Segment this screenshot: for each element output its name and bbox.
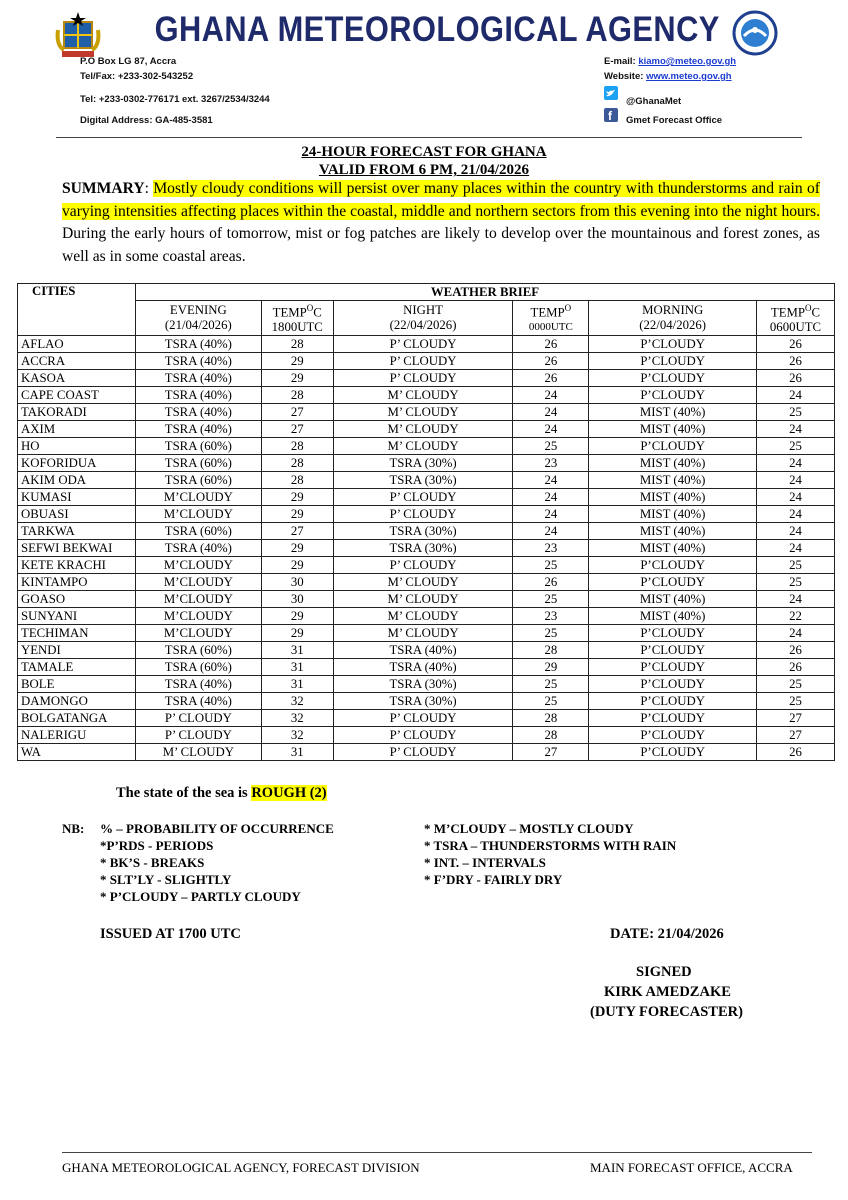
forecast-cell: 32 <box>261 727 333 744</box>
sea-state-value: ROUGH (2) <box>251 785 327 801</box>
valid-from: VALID FROM 6 PM, 21/04/2026 <box>318 162 530 178</box>
column-header-line2: 0000UTC <box>528 321 573 334</box>
column-header-line2: (21/04/2026) <box>164 318 232 333</box>
forecast-cell: TSRA (40%) <box>135 693 261 710</box>
forecast-cell: 27 <box>261 421 333 438</box>
forecast-cell: MIST (40%) <box>589 455 757 472</box>
forecast-cell: 26 <box>757 353 835 370</box>
forecast-cell: P’ CLOUDY <box>333 370 513 387</box>
forecast-cell: P’CLOUDY <box>589 336 757 353</box>
forecast-cell: 25 <box>513 438 589 455</box>
forecast-cell: 25 <box>757 676 835 693</box>
forecast-cell: 24 <box>757 625 835 642</box>
forecast-cell: 25 <box>513 557 589 574</box>
forecast-table <box>17 283 835 761</box>
forecast-cell: M’CLOUDY <box>135 506 261 523</box>
forecast-cell: 25 <box>513 693 589 710</box>
note-item: * P’CLOUDY – PARTLY CLOUDY <box>100 889 301 904</box>
forecast-cell: 24 <box>513 421 589 438</box>
city-cell: KINTAMPO <box>18 574 136 591</box>
forecast-cell: 23 <box>513 608 589 625</box>
city-cell: KASOA <box>18 370 136 387</box>
forecast-cell: 30 <box>261 591 333 608</box>
column-header-line1: $TEMP^OC$ <box>272 303 322 320</box>
table-row <box>18 387 835 404</box>
forecast-cell: M’ CLOUDY <box>333 591 513 608</box>
agency-title: GHANA METEOROLOGICAL AGENCY <box>154 10 720 49</box>
svg-text:f: f <box>608 109 612 122</box>
forecast-cell: 27 <box>513 744 589 761</box>
table-row <box>18 557 835 574</box>
gmet-logo <box>732 10 778 56</box>
forecast-cell: 25 <box>757 693 835 710</box>
forecast-cell: 31 <box>261 676 333 693</box>
forecast-cell: 28 <box>513 642 589 659</box>
forecast-cell: M’ CLOUDY <box>333 421 513 438</box>
po-box: P.O Box LG 87, Accra <box>80 56 177 67</box>
city-cell: AKIM ODA <box>18 472 136 489</box>
forecast-cell: TSRA (40%) <box>333 659 513 676</box>
forecast-cell: 28 <box>261 472 333 489</box>
forecast-cell: 26 <box>513 370 589 387</box>
forecast-cell: P’CLOUDY <box>589 387 757 404</box>
note-item: * F’DRY - FAIRLY DRY <box>424 872 563 887</box>
city-cell: SUNYANI <box>18 608 136 625</box>
email-line: E-mail: kiamo@meteo.gov.gh <box>604 56 737 67</box>
nb-label: NB: <box>62 821 85 836</box>
forecast-cell: 24 <box>757 591 835 608</box>
forecast-cell: 29 <box>513 659 589 676</box>
city-cell: CAPE COAST <box>18 387 136 404</box>
table-row <box>18 523 835 540</box>
forecast-cell: 25 <box>513 591 589 608</box>
header-divider <box>56 137 802 138</box>
forecast-cell: 25 <box>513 625 589 642</box>
footer-left: GHANA METEOROLOGICAL AGENCY, FORECAST DIVISION <box>62 1160 420 1175</box>
forecast-cell: MIST (40%) <box>589 523 757 540</box>
forecast-cell: M’CLOUDY <box>135 574 261 591</box>
forecast-cell: M’CLOUDY <box>135 489 261 506</box>
column-header-line1: $TEMP^OC$ <box>770 303 821 320</box>
summary-highlight: Mostly cloudy conditions will persist over many places within the country with thunderstorms and rain of varying intensities affecting places within the coastal, middle and northern sectors from this evening into the night hours. <box>62 180 820 220</box>
forecast-cell: 28 <box>261 387 333 404</box>
table-row <box>18 574 835 591</box>
forecast-cell: TSRA (60%) <box>135 642 261 659</box>
forecast-cell: M’ CLOUDY <box>333 608 513 625</box>
forecast-cell: TSRA (40%) <box>135 421 261 438</box>
forecast-cell: 22 <box>757 608 835 625</box>
forecast-body <box>18 336 835 761</box>
column-header-line1: $TEMP^O$ <box>530 303 572 320</box>
forecast-cell: P’CLOUDY <box>589 744 757 761</box>
forecast-cell: 26 <box>757 642 835 659</box>
city-cell: BOLGATANGA <box>18 710 136 727</box>
forecaster-role: (DUTY FORECASTER) <box>590 1004 743 1020</box>
city-cell: OBUASI <box>18 506 136 523</box>
table-row <box>18 455 835 472</box>
city-cell: AFLAO <box>18 336 136 353</box>
forecast-cell: 25 <box>757 404 835 421</box>
forecast-cell: 31 <box>261 659 333 676</box>
forecast-cell: P’CLOUDY <box>589 370 757 387</box>
forecast-cell: 25 <box>757 438 835 455</box>
forecast-cell: P’ CLOUDY <box>333 489 513 506</box>
forecast-cell: 29 <box>261 625 333 642</box>
city-cell: GOASO <box>18 591 136 608</box>
forecast-cell: 28 <box>261 336 333 353</box>
forecast-cell: 24 <box>757 540 835 557</box>
forecast-cell: 26 <box>757 336 835 353</box>
forecast-cell: 24 <box>757 455 835 472</box>
note-item: * BK’S - BREAKS <box>100 855 205 870</box>
forecast-cell: 24 <box>757 523 835 540</box>
forecast-cell: TSRA (30%) <box>333 455 513 472</box>
forecast-cell: 24 <box>757 387 835 404</box>
city-cell: KOFORIDUA <box>18 455 136 472</box>
forecast-cell: TSRA (40%) <box>135 540 261 557</box>
city-cell: TAMALE <box>18 659 136 676</box>
forecast-cell: TSRA (40%) <box>135 336 261 353</box>
city-cell: HO <box>18 438 136 455</box>
table-row <box>18 540 835 557</box>
forecast-cell: MIST (40%) <box>589 591 757 608</box>
table-row <box>18 659 835 676</box>
forecast-cell: 24 <box>757 421 835 438</box>
forecast-cell: M’ CLOUDY <box>333 574 513 591</box>
table-row <box>18 693 835 710</box>
forecast-cell: 24 <box>513 472 589 489</box>
summary-paragraph: SUMMARY: Mostly cloudy conditions will persist over many places within the country with thunderstorms and rain of varying intensities affecting places within the coastal, middle and northern sectors from this evening into the night hours. During the early hours of tomorrow, mist or fog patches are likely to develop over the mountainous and forest zones, as well as in some coastal areas. <box>62 180 820 265</box>
forecast-cell: 27 <box>261 523 333 540</box>
forecast-cell: TSRA (60%) <box>135 659 261 676</box>
forecast-cell: TSRA (30%) <box>333 676 513 693</box>
forecast-cell: 28 <box>261 455 333 472</box>
forecast-cell: P’CLOUDY <box>589 727 757 744</box>
forecast-cell: 24 <box>513 489 589 506</box>
forecast-cell: 24 <box>757 472 835 489</box>
forecast-cell: P’ CLOUDY <box>333 727 513 744</box>
summary-rest: During the early hours of tomorrow, mist or fog patches are likely to develop over the mountainous and forest zones, as well as in some coastal areas. <box>62 225 820 265</box>
forecast-cell: M’CLOUDY <box>135 557 261 574</box>
table-row <box>18 421 835 438</box>
city-cell: DAMONGO <box>18 693 136 710</box>
table-row <box>18 710 835 727</box>
column-header-line2: 0600UTC <box>769 320 822 335</box>
city-cell: SEFWI BEKWAI <box>18 540 136 557</box>
forecast-cell: TSRA (60%) <box>135 523 261 540</box>
forecast-cell: 32 <box>261 693 333 710</box>
table-row <box>18 591 835 608</box>
forecast-cell: 28 <box>513 710 589 727</box>
city-cell: KETE KRACHI <box>18 557 136 574</box>
digital-address: Digital Address: GA-485-3581 <box>80 115 213 126</box>
forecast-cell: 24 <box>513 523 589 540</box>
forecast-cell: TSRA (40%) <box>135 370 261 387</box>
table-row <box>18 404 835 421</box>
city-cell: TAKORADI <box>18 404 136 421</box>
city-cell: KUMASI <box>18 489 136 506</box>
city-cell: AXIM <box>18 421 136 438</box>
forecast-cell: 25 <box>757 574 835 591</box>
forecast-cell: TSRA (30%) <box>333 523 513 540</box>
website-line: Website: www.meteo.gov.gh <box>604 71 732 82</box>
table-row <box>18 727 835 744</box>
city-cell: BOLE <box>18 676 136 693</box>
forecast-cell: 28 <box>261 438 333 455</box>
note-item: * TSRA – THUNDERSTORMS WITH RAIN <box>424 838 677 853</box>
forecast-cell: TSRA (40%) <box>135 404 261 421</box>
forecast-cell: 27 <box>757 710 835 727</box>
forecast-cell: 23 <box>513 455 589 472</box>
forecast-cell: TSRA (30%) <box>333 540 513 557</box>
table-row <box>18 438 835 455</box>
forecast-cell: TSRA (40%) <box>135 353 261 370</box>
forecast-cell: TSRA (30%) <box>333 472 513 489</box>
column-header <box>589 301 757 336</box>
forecast-cell: MIST (40%) <box>589 421 757 438</box>
column-header-line1: MORNING <box>642 303 704 318</box>
forecast-cell: TSRA (60%) <box>135 438 261 455</box>
forecast-cell: 27 <box>261 404 333 421</box>
forecast-cell: 24 <box>513 387 589 404</box>
forecast-cell: P’CLOUDY <box>589 353 757 370</box>
forecast-cell: 24 <box>513 506 589 523</box>
forecast-cell: M’ CLOUDY <box>333 625 513 642</box>
forecast-cell: 28 <box>513 727 589 744</box>
forecast-cell: 29 <box>261 353 333 370</box>
facebook-page: Gmet Forecast Office <box>626 115 723 126</box>
forecast-cell: 29 <box>261 540 333 557</box>
note-item: * SLT’LY - SLIGHTLY <box>100 872 232 887</box>
table-row <box>18 676 835 693</box>
forecast-cell: P’ CLOUDY <box>135 727 261 744</box>
forecast-cell: P’ CLOUDY <box>135 710 261 727</box>
column-header-line1: EVENING <box>169 303 227 318</box>
city-cell: TECHIMAN <box>18 625 136 642</box>
forecast-cell: 31 <box>261 642 333 659</box>
coat-of-arms-logo <box>54 10 102 60</box>
issue-date: DATE: 21/04/2026 <box>610 926 724 942</box>
forecast-cell: P’ CLOUDY <box>333 506 513 523</box>
forecast-cell: 24 <box>513 404 589 421</box>
note-item: * M’CLOUDY – MOSTLY CLOUDY <box>424 821 634 836</box>
forecast-cell: P’CLOUDY <box>589 625 757 642</box>
forecast-cell: M’ CLOUDY <box>333 404 513 421</box>
forecast-cell: 24 <box>757 489 835 506</box>
forecast-cell: P’CLOUDY <box>589 438 757 455</box>
city-cell: YENDI <box>18 642 136 659</box>
note-item: * INT. – INTERVALS <box>424 855 546 870</box>
city-cell: TARKWA <box>18 523 136 540</box>
table-row <box>18 489 835 506</box>
forecast-cell: M’ CLOUDY <box>333 387 513 404</box>
note-item: % – PROBABILITY OF OCCURRENCE <box>100 821 334 836</box>
column-header <box>261 301 333 336</box>
forecast-cell: P’CLOUDY <box>589 574 757 591</box>
cities-header: CITIES <box>18 284 136 336</box>
forecast-cell: M’CLOUDY <box>135 625 261 642</box>
forecast-cell: 29 <box>261 489 333 506</box>
forecast-cell: 23 <box>513 540 589 557</box>
forecast-cell: 26 <box>513 336 589 353</box>
forecast-cell: 30 <box>261 574 333 591</box>
column-header-line1: NIGHT <box>403 303 443 318</box>
column-header <box>757 301 835 336</box>
forecast-cell: P’CLOUDY <box>589 676 757 693</box>
table-row <box>18 472 835 489</box>
forecast-cell: 29 <box>261 506 333 523</box>
column-header-line2: (22/04/2026) <box>639 318 707 333</box>
forecast-cell: P’ CLOUDY <box>333 557 513 574</box>
twitter-icon <box>604 86 618 100</box>
footer-divider <box>62 1152 812 1153</box>
forecast-cell: M’ CLOUDY <box>135 744 261 761</box>
forecast-cell: P’CLOUDY <box>589 557 757 574</box>
weather-brief-header: WEATHER BRIEF <box>135 284 834 301</box>
column-header <box>333 301 513 336</box>
column-header-line2: 1800UTC <box>271 320 323 335</box>
forecast-cell: M’CLOUDY <box>135 591 261 608</box>
forecast-cell: 24 <box>757 506 835 523</box>
forecast-cell: P’CLOUDY <box>589 642 757 659</box>
forecast-cell: 25 <box>757 557 835 574</box>
column-header <box>513 301 589 336</box>
issued-at: ISSUED AT 1700 UTC <box>100 926 241 942</box>
forecast-cell: P’CLOUDY <box>589 659 757 676</box>
signed-label: SIGNED <box>636 964 692 980</box>
table-row <box>18 370 835 387</box>
forecast-cell: MIST (40%) <box>589 608 757 625</box>
note-item: *P’RDS - PERIODS <box>100 838 214 853</box>
tel-fax: Tel/Fax: +233-302-543252 <box>80 71 194 82</box>
column-header <box>135 301 261 336</box>
forecast-cell: P’ CLOUDY <box>333 710 513 727</box>
city-cell: WA <box>18 744 136 761</box>
telephone: Tel: +233-0302-776171 ext. 3267/2534/3244 <box>80 94 270 105</box>
twitter-handle: @GhanaMet <box>626 96 682 107</box>
forecast-cell: 26 <box>757 659 835 676</box>
table-row <box>18 642 835 659</box>
forecast-cell: TSRA (40%) <box>135 676 261 693</box>
forecast-cell: P’ CLOUDY <box>333 744 513 761</box>
forecast-cell: TSRA (60%) <box>135 472 261 489</box>
facebook-icon <box>604 108 618 122</box>
forecast-cell: TSRA (60%) <box>135 455 261 472</box>
forecast-cell: MIST (40%) <box>589 489 757 506</box>
table-row <box>18 608 835 625</box>
forecast-cell: 26 <box>513 353 589 370</box>
forecast-cell: TSRA (40%) <box>333 642 513 659</box>
forecast-cell: 26 <box>757 744 835 761</box>
table-row <box>18 625 835 642</box>
summary-label: SUMMARY <box>62 180 145 197</box>
forecast-cell: M’ CLOUDY <box>333 438 513 455</box>
forecast-cell: 29 <box>261 557 333 574</box>
table-row <box>18 353 835 370</box>
forecast-cell: 32 <box>261 710 333 727</box>
forecast-cell: 26 <box>757 370 835 387</box>
sea-state: The state of the sea is ROUGH (2) <box>116 785 327 801</box>
forecast-cell: P’CLOUDY <box>589 693 757 710</box>
forecast-cell: MIST (40%) <box>589 472 757 489</box>
forecast-cell: 25 <box>513 676 589 693</box>
forecast-cell: TSRA (40%) <box>135 387 261 404</box>
city-cell: NALERIGU <box>18 727 136 744</box>
forecast-cell: 29 <box>261 608 333 625</box>
forecast-cell: 27 <box>757 727 835 744</box>
email-link[interactable]: kiamo@meteo.gov.gh <box>638 56 737 67</box>
forecast-cell: MIST (40%) <box>589 540 757 557</box>
city-cell: ACCRA <box>18 353 136 370</box>
forecaster-name: KIRK AMEDZAKE <box>604 984 731 1000</box>
forecast-cell: MIST (40%) <box>589 404 757 421</box>
forecast-cell: P’ CLOUDY <box>333 353 513 370</box>
table-row <box>18 506 835 523</box>
column-header-row <box>18 301 835 336</box>
forecast-cell: TSRA (30%) <box>333 693 513 710</box>
forecast-cell: P’CLOUDY <box>589 710 757 727</box>
forecast-cell: 26 <box>513 574 589 591</box>
forecast-cell: MIST (40%) <box>589 506 757 523</box>
table-row <box>18 336 835 353</box>
forecast-cell: 29 <box>261 370 333 387</box>
column-header-line2: (22/04/2026) <box>389 318 457 333</box>
table-row <box>18 744 835 761</box>
forecast-cell: P’ CLOUDY <box>333 336 513 353</box>
website-link[interactable]: www.meteo.gov.gh <box>646 71 732 82</box>
forecast-cell: M’CLOUDY <box>135 608 261 625</box>
footer-right: MAIN FORECAST OFFICE, ACCRA <box>590 1160 793 1175</box>
forecast-cell: 31 <box>261 744 333 761</box>
forecast-title: 24-HOUR FORECAST FOR GHANA <box>301 144 547 160</box>
